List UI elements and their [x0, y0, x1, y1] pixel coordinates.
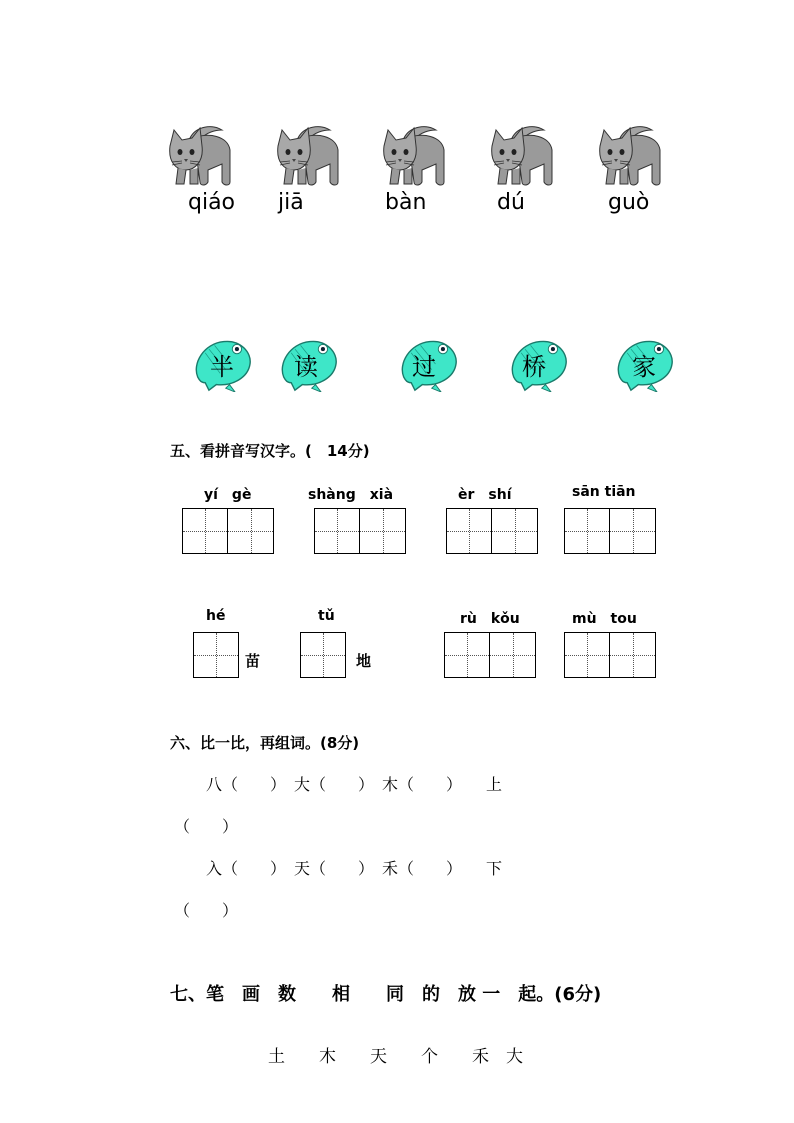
writing-grid[interactable] [182, 508, 274, 554]
writing-grid[interactable] [300, 632, 346, 678]
cat-pinyin-label: jiā [278, 190, 304, 215]
writing-cell[interactable] [492, 508, 538, 554]
cat-pinyin-label: guò [608, 190, 650, 215]
writing-grid[interactable] [446, 508, 538, 554]
section5-heading: 五、看拼音写汉字。( 14分) [170, 442, 370, 460]
cat-icon [382, 124, 446, 188]
cat-icon [490, 124, 554, 188]
pinyin-label: shàng xià [308, 487, 394, 503]
cat-icon [276, 124, 340, 188]
compare-line: 八（ ） 大（ ） 木（ ） 上 [206, 775, 503, 794]
cat-icon [168, 124, 232, 188]
writing-cell[interactable] [610, 508, 656, 554]
word-suffix: 地 [356, 652, 372, 670]
writing-grid[interactable] [314, 508, 406, 554]
pinyin-label: hé [206, 608, 226, 624]
fish-character: 桥 [522, 353, 546, 381]
section7-heading: 七、笔 画 数 相 同 的 放 一 起。(6分) [170, 984, 602, 1005]
writing-cell[interactable] [182, 508, 228, 554]
writing-cell[interactable] [360, 508, 406, 554]
pinyin-label: èr shí [458, 487, 512, 503]
word-suffix: 苗 [245, 652, 261, 670]
writing-grid[interactable] [444, 632, 536, 678]
fish-character: 半 [210, 353, 234, 381]
fish-character: 读 [294, 353, 318, 381]
pinyin-label: rù kǒu [460, 611, 520, 627]
compare-line-wrap: （ ） [174, 901, 239, 920]
writing-cell[interactable] [314, 508, 360, 554]
cat-pinyin-label: dú [497, 190, 525, 215]
pinyin-label: sān tiān [572, 484, 636, 500]
writing-cell[interactable] [490, 632, 536, 678]
compare-line: 入（ ） 天（ ） 禾（ ） 下 [206, 859, 503, 878]
writing-cell[interactable] [193, 632, 239, 678]
pinyin-label: tǔ [318, 608, 335, 624]
writing-cell[interactable] [610, 632, 656, 678]
writing-cell[interactable] [444, 632, 490, 678]
writing-grid[interactable] [564, 508, 656, 554]
fish-character: 过 [412, 353, 436, 381]
writing-grid[interactable] [193, 632, 239, 678]
writing-cell[interactable] [564, 508, 610, 554]
writing-grid[interactable] [564, 632, 656, 678]
pinyin-label: mù tou [572, 611, 637, 627]
writing-cell[interactable] [300, 632, 346, 678]
pinyin-label: yí gè [204, 487, 252, 503]
stroke-characters: 土 木 天 个 禾 大 [268, 1047, 523, 1067]
writing-cell[interactable] [446, 508, 492, 554]
section6-heading: 六、比一比，再组词。(8分) [170, 734, 360, 752]
cat-icon [598, 124, 662, 188]
cat-pinyin-label: qiáo [188, 190, 236, 215]
writing-cell[interactable] [228, 508, 274, 554]
cat-pinyin-label: bàn [385, 190, 427, 215]
fish-character: 家 [632, 353, 656, 381]
compare-line-wrap: （ ） [174, 817, 239, 836]
writing-cell[interactable] [564, 632, 610, 678]
